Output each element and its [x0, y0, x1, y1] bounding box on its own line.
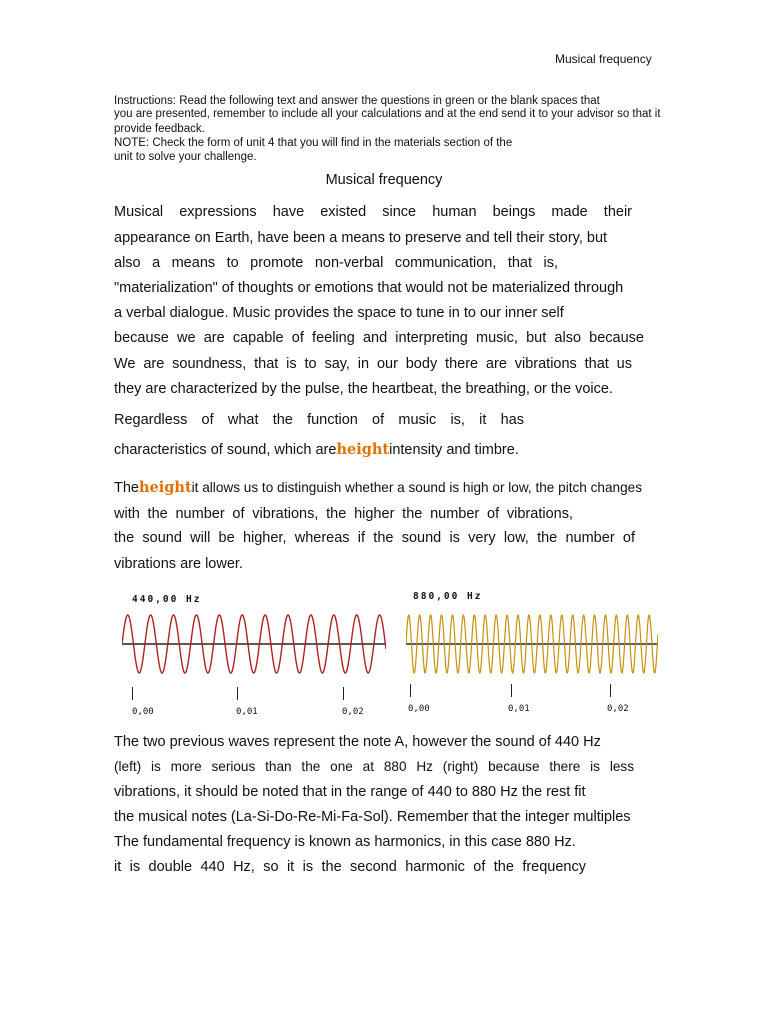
note-line-2: unit to solve your challenge.	[114, 151, 257, 163]
wave-right-tick	[610, 684, 611, 697]
para4-line: (left) is more serious than the one at 880 Hz (right) because there is less	[114, 759, 634, 774]
para1-line: appearance on Earth, have been a means to preserve and tell their story, but	[114, 230, 608, 246]
wave-right-label: 880,00 Hz	[413, 591, 483, 602]
wave-left-tick-label: 0,00	[132, 707, 154, 717]
para3-line-4: vibrations are lower.	[114, 556, 243, 572]
para2-line-2	[114, 441, 519, 458]
wave-right-tick	[511, 684, 512, 697]
wave-right-tick-label: 0,01	[508, 704, 530, 714]
wave-right-tick-label: 0,00	[408, 704, 430, 714]
highlighted-word: height	[139, 479, 192, 496]
para4-line: vibrations, it should be noted that in the range of 440 to 880 Hz the rest fit	[114, 784, 586, 800]
note-line-1: NOTE: Check the form of unit 4 that you will find in the materials section of the	[114, 137, 513, 149]
para1-line: they are characterized by the pulse, the heartbeat, the breathing, or the voice.	[114, 381, 613, 397]
para2-line-1: Regardless of what the function of music is, it has	[114, 412, 524, 428]
wave-left-tick	[343, 687, 344, 700]
para1-line: a verbal dialogue. Music provides the space to tune in to our inner self	[114, 305, 564, 321]
wave-left-tick-label: 0,02	[342, 707, 364, 717]
wave-right-graphic	[406, 610, 658, 678]
wave-left-tick	[237, 687, 238, 700]
para4-line: it is double 440 Hz, so it is the second harmonic of the frequency	[114, 859, 586, 875]
para2-text: intensity and timbre.	[389, 442, 519, 458]
para4-line: The fundamental frequency is known as harmonics, in this case 880 Hz.	[114, 834, 576, 850]
wave-left-label: 440,00 Hz	[132, 594, 202, 605]
para1-line: also a means to promote non-verbal communication, that is,	[114, 255, 558, 271]
wave-right-tick-label: 0,02	[607, 704, 629, 714]
wave-left-graphic	[122, 610, 386, 678]
instructions-line-3: provide feedback.	[114, 123, 205, 135]
highlighted-word: height	[336, 441, 390, 458]
para3-text: The	[114, 480, 139, 496]
para1-line: Musical expressions have existed since human beings made their	[114, 204, 632, 220]
para3-line-1	[114, 479, 642, 496]
wave-left-tick	[132, 687, 133, 700]
para3-line-2: with the number of vibrations, the higher the number of vibrations,	[114, 506, 573, 522]
document-title: Musical frequency	[325, 172, 443, 188]
para4-line: the musical notes (La-Si-Do-Re-Mi-Fa-Sol). Remember that the integer multiples	[114, 809, 631, 825]
para2-text: characteristics of sound, which are	[114, 442, 337, 458]
para4-line: The two previous waves represent the note A, however the sound of 440 Hz	[114, 734, 601, 750]
para3-line-3: the sound will be higher, whereas if the sound is very low, the number of	[114, 530, 635, 546]
wave-right-tick	[410, 684, 411, 697]
instructions-line-2: you are presented, remember to include all your calculations and at the end send it to your advisor so that it	[114, 108, 661, 120]
page-header: Musical frequency	[555, 52, 652, 66]
wave-left-tick-label: 0,01	[236, 707, 258, 717]
para3-text: it allows us to distinguish whether a sound is high or low, the pitch changes	[191, 480, 643, 495]
para1-line: "materialization" of thoughts or emotions that would not be materialized through	[114, 280, 624, 296]
instructions-line-1: Instructions: Read the following text and answer the questions in green or the blank spaces that	[114, 95, 600, 107]
para1-line: We are soundness, that is to say, in our body there are vibrations that us	[114, 356, 632, 372]
para1-line: because we are capable of feeling and interpreting music, but also because	[114, 330, 644, 346]
